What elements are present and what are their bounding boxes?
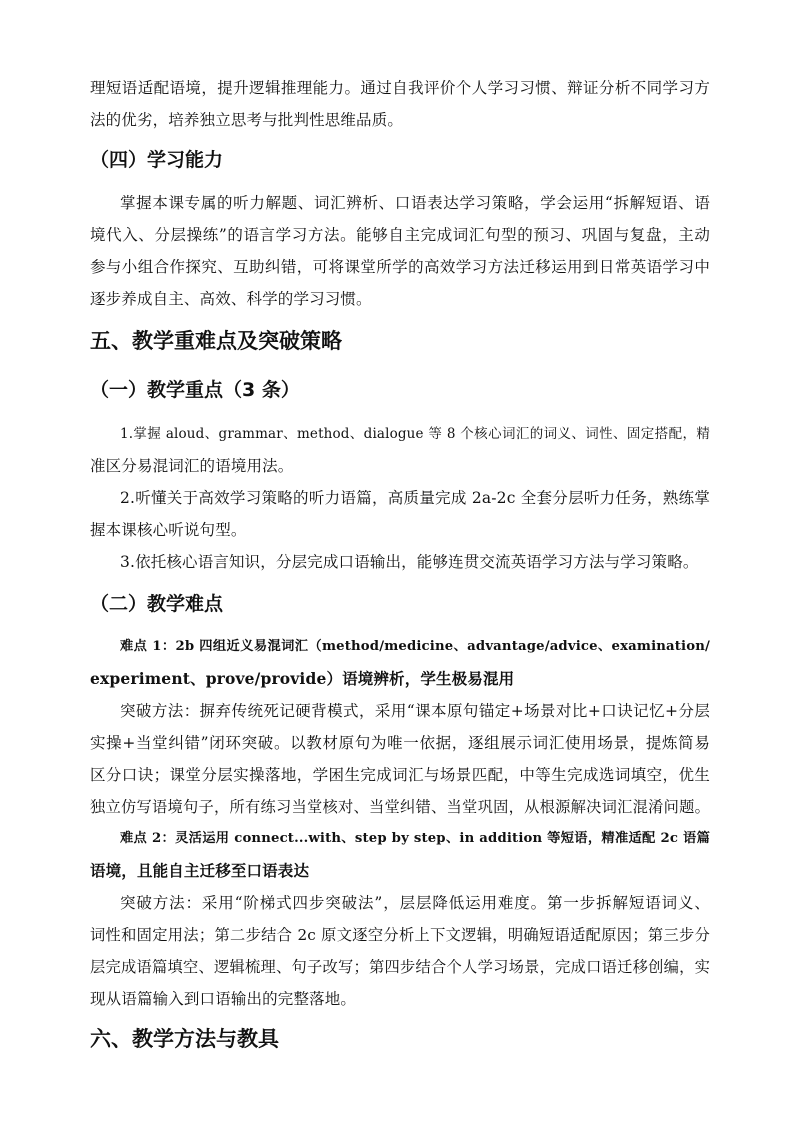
difficulty-1-body-line: 区分口诀；课堂分层实操落地，学困生完成词汇与场景匹配，中等生完成选词填空，优生 <box>90 766 710 784</box>
chapter-heading-methods-and-aids: 六、教学方法与教具 <box>90 1027 279 1051</box>
difficulty-1-title-line-2: experiment、prove/provide）语境辨析，学生极易混用 <box>90 669 515 688</box>
difficulty-2-title-line-1: 难点 2：灵活运用 connect...with、step by step、in addition 等短语，精准适配 2c 语篇 <box>120 831 710 846</box>
key-point-3-line-1: 3.依托核心语言知识，分层完成口语输出，能够连贯交流英语学习方法与学习策略。 <box>120 553 699 571</box>
difficulty-2-title-line-2: 语境，且能自主迁移至口语表达 <box>90 861 310 880</box>
difficulty-1-body-line: 独立仿写语境句子，所有练习当堂核对、当堂纠错、当堂巩固，从根源解决词汇混淆问题。 <box>90 798 710 816</box>
difficulty-1-body-line: 突破方法：摒弃传统死记硬背模式，采用“课本原句锚定+场景对比+口诀记忆+分层 <box>120 702 710 720</box>
difficulty-1-body-line: 实操+当堂纠错”闭环突破。以教材原句为唯一依据，逐组展示词汇使用场景，提炼简易 <box>90 734 710 752</box>
key-point-1-line-2: 准区分易混词汇的语境用法。 <box>90 457 294 475</box>
key-point-1-line-1: 1.掌握 aloud、grammar、method、dialogue 等 8 个核心词汇的词义、词性、固定搭配，精 <box>120 426 710 442</box>
paragraph-line: 逐步养成自主、高效、科学的学习习惯。 <box>90 290 372 308</box>
section-heading-difficulties: （二）教学难点 <box>90 593 224 615</box>
intro-line-1: 理短语适配语境，提升逻辑推理能力。通过自我评价个人学习习惯、辩证分析不同学习方 <box>90 79 710 97</box>
key-point-2-line-1: 2.听懂关于高效学习策略的听力语篇，高质量完成 2a-2c 全套分层听力任务，熟练掌 <box>120 489 710 507</box>
difficulty-2-body-line: 突破方法：采用“阶梯式四步突破法”，层层降低运用难度。第一步拆解短语词义、 <box>120 894 710 912</box>
section-heading-learning-ability: （四）学习能力 <box>90 149 224 171</box>
difficulty-2-body-line: 层完成语篇填空、逻辑梳理、句子改写；第四步结合个人学习场景，完成口语迁移创编，实 <box>90 958 710 976</box>
intro-line-2: 法的优劣，培养独立思考与批判性思维品质。 <box>90 111 404 129</box>
difficulty-2-body-line: 现从语篇输入到口语输出的完整落地。 <box>90 990 357 1008</box>
paragraph-line: 掌握本课专属的听力解题、词汇辨析、口语表达学习策略，学会运用“拆解短语、语 <box>120 194 710 212</box>
chapter-heading-key-difficult-points: 五、教学重难点及突破策略 <box>90 329 342 353</box>
difficulty-1-title-line-1: 难点 1：2b 四组近义易混词汇（method/medicine、advantage/advice、examination/ <box>120 639 710 654</box>
paragraph-line: 境代入、分层操练”的语言学习方法。能够自主完成词汇句型的预习、巩固与复盘，主动 <box>90 226 710 244</box>
section-heading-key-points: （一）教学重点（3 条） <box>90 379 300 401</box>
difficulty-2-body-line: 词性和固定用法；第二步结合 2c 原文逐空分析上下文逻辑，明确短语适配原因；第三步分 <box>90 926 710 944</box>
key-point-2-line-2: 握本课核心听说句型。 <box>90 521 247 539</box>
paragraph-line: 参与小组合作探究、互助纠错，可将课堂所学的高效学习方法迁移运用到日常英语学习中 <box>90 258 710 276</box>
